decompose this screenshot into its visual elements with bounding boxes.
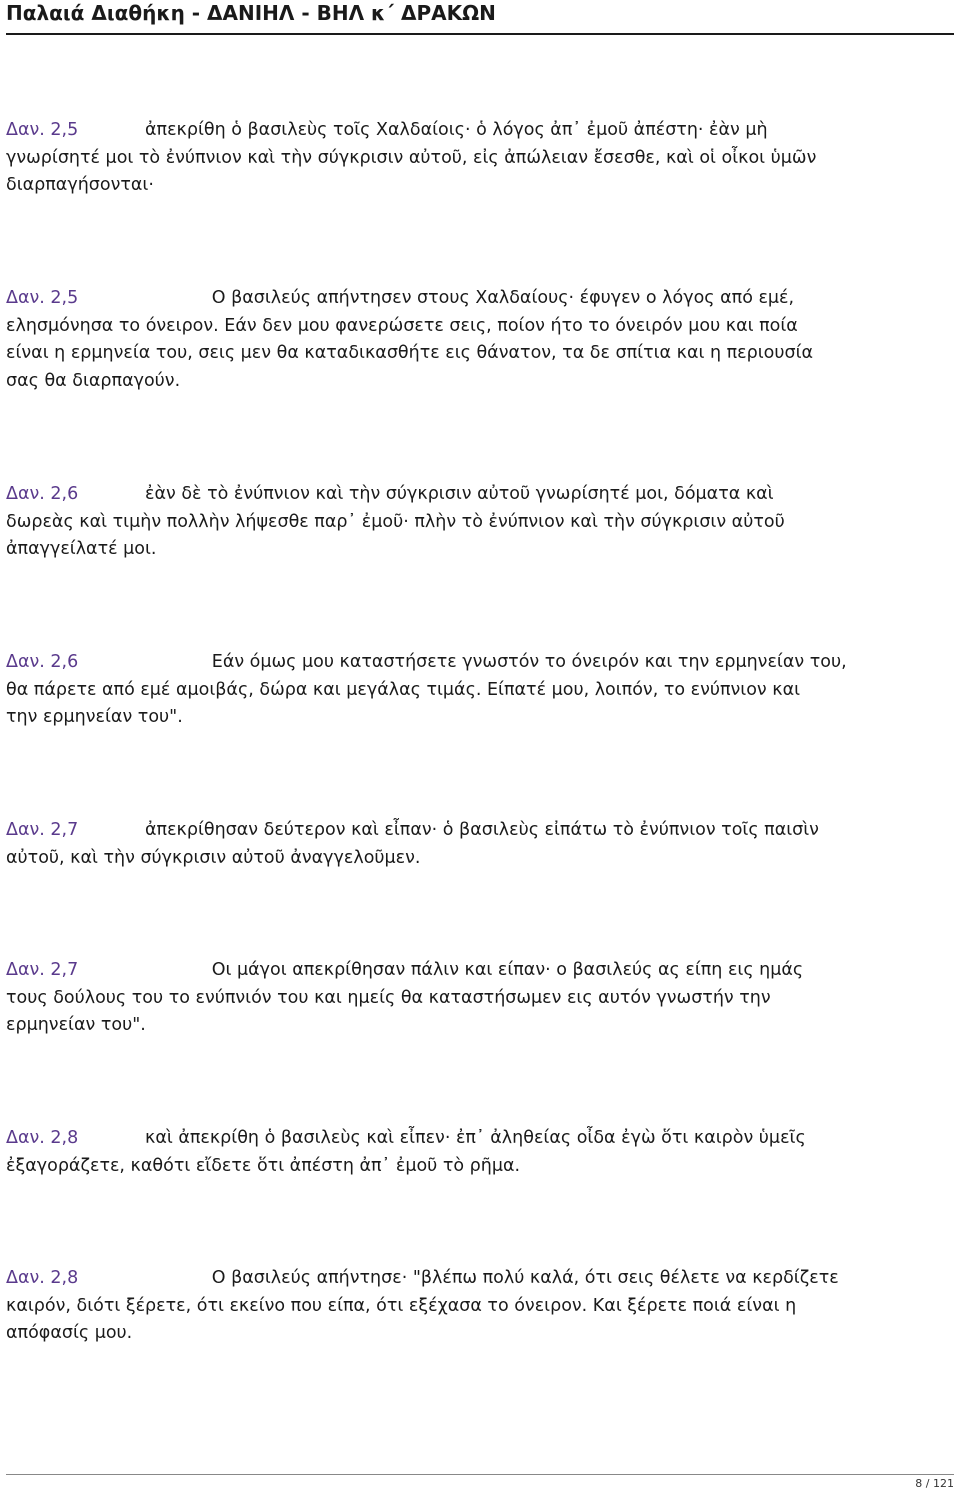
verse-line: ἐξαγοράζετε, καθότι εἴδετε ὅτι ἀπέστη ἀπ᾿ ἐμοῦ τὸ ρῆμα. (6, 1155, 521, 1176)
verse-line: καιρόν, διότι ξέρετε, ότι εκείνο που είπα, ότι εξέχασα το όνειρον. Και ξέρετε ποιά είναι η (6, 1295, 797, 1316)
verse-line: σας θα διαρπαγούν. (6, 370, 181, 391)
verse-text: Ο βασιλεύς απήντησε· "βλέπω πολύ καλά, ότι σεις θέλετε να κερδίζετε (78, 1268, 839, 1288)
verse-block (6, 285, 956, 395)
verse-block (6, 817, 956, 872)
verse-line: απόφασίς μου. (6, 1323, 133, 1343)
verse-line (6, 817, 956, 845)
verse-line: τους δούλους του το ενύπνιόν του και ημείς θα καταστήσωμεν εις αυτόν γνωστήν την (6, 987, 771, 1008)
verse-text: Ο βασιλεύς απήντησεν στους Χαλδαίους· έφυγεν ο λόγος από εμέ, (78, 288, 795, 308)
verse-block (6, 1125, 956, 1180)
verse-block (6, 957, 956, 1040)
verse-line: ἀπαγγείλατέ μοι. (6, 539, 157, 559)
verse-reference: Δαν. 2,6 (6, 652, 79, 672)
verse-line: δωρεὰς καὶ τιμὴν πολλὴν λήψεσθε παρ᾿ ἐμοῦ· πλὴν τὸ ἐνύπνιον καὶ τὴν σύγκρισιν αὐτοῦ (6, 511, 785, 532)
verse-block (6, 481, 956, 564)
verse-text: ἀπεκρίθη ὁ βασιλεὺς τοῖς Χαλδαίοις· ὁ λόγος ἀπ᾿ ἐμοῦ ἀπέστη· ἐὰν μὴ (78, 120, 768, 140)
verse-reference: Δαν. 2,8 (6, 1268, 79, 1288)
verse-reference: Δαν. 2,6 (6, 484, 79, 504)
page-number: 8 / 121 (915, 1477, 954, 1490)
verse-line (6, 957, 956, 985)
verse-line (6, 285, 956, 313)
verse-line: γνωρίσητέ μοι τὸ ἐνύπνιον καὶ τὴν σύγκρισιν αὐτοῦ, εἰς ἀπώλειαν ἔσεσθε, καὶ οἱ οἶκοι ὑμῶν (6, 147, 817, 168)
verse-reference: Δαν. 2,5 (6, 288, 79, 308)
verse-reference: Δαν. 2,5 (6, 120, 79, 140)
verse-line: ερμηνείαν του". (6, 1015, 146, 1035)
verse-line: είναι η ερμηνεία του, σεις μεν θα καταδικασθήτε εις θάνατον, τα δε σπίτια και η περιουσία (6, 343, 814, 363)
verse-text: Οι μάγοι απεκρίθησαν πάλιν και είπαν· ο βασιλεύς ας είπη εις ημάς (78, 960, 804, 980)
verse-line: την ερμηνείαν του". (6, 707, 183, 727)
verse-reference: Δαν. 2,7 (6, 820, 79, 840)
footer-divider (6, 1474, 954, 1475)
verse-line: ελησμόνησα το όνειρον. Εάν δεν μου φανερώσετε σεις, ποίον ήτο το όνειρόν μου και ποία (6, 315, 798, 336)
verse-reference: Δαν. 2,7 (6, 960, 79, 980)
verse-block (6, 1265, 956, 1348)
verse-block (6, 649, 956, 732)
verse-reference: Δαν. 2,8 (6, 1128, 79, 1148)
verse-text: ἐὰν δὲ τὸ ἐνύπνιον καὶ τὴν σύγκρισιν αὐτοῦ γνωρίσητέ μοι, δόματα καὶ (78, 484, 774, 504)
verse-line (6, 649, 956, 677)
verse-line (6, 481, 956, 509)
verse-line (6, 117, 956, 145)
verse-text: ἀπεκρίθησαν δεύτερον καὶ εἶπαν· ὁ βασιλεὺς εἰπάτω τὸ ἐνύπνιον τοῖς παισὶν (78, 820, 819, 840)
verse-text: Εάν όμως μου καταστήσετε γνωστόν το όνειρόν και την ερμηνείαν του, (78, 652, 847, 672)
verse-line: αὐτοῦ, καὶ τὴν σύγκρισιν αὐτοῦ ἀναγγελοῦμεν. (6, 847, 421, 868)
page-title: Παλαιά Διαθήκη - ΔΑΝΙΗΛ - ΒΗΛ κ΄ ΔΡΑΚΩΝ (6, 1, 496, 25)
verse-line (6, 1265, 956, 1293)
verse-line: θα πάρετε από εμέ αμοιβάς, δώρα και μεγάλας τιμάς. Είπατέ μου, λοιπόν, το ενύπνιον και (6, 679, 801, 700)
verse-block (6, 117, 956, 200)
verse-line: διαρπαγήσονται· (6, 175, 154, 195)
verse-line (6, 1125, 956, 1153)
verse-text: καὶ ἀπεκρίθη ὁ βασιλεὺς καὶ εἶπεν· ἐπ᾿ ἀληθείας οἶδα ἐγὼ ὅτι καιρὸν ὑμεῖς (78, 1128, 806, 1148)
header-divider (6, 33, 954, 35)
